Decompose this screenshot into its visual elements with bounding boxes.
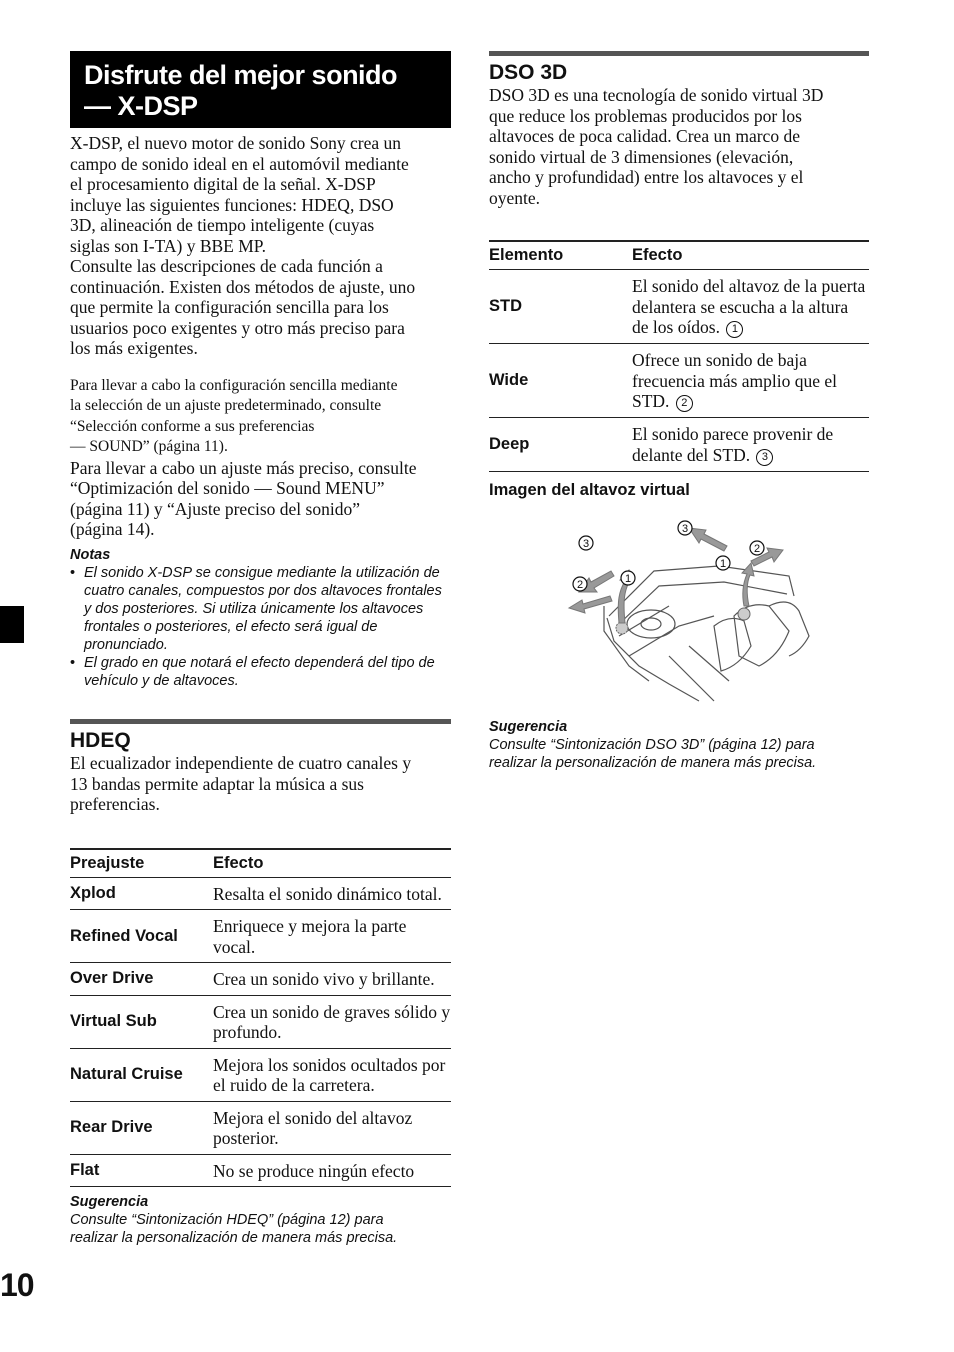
intro-line: usuarios poco exigentes y otro más preciso para — [70, 317, 405, 338]
dso-line: DSO 3D es una tecnología de sonido virtual 3D — [489, 85, 824, 105]
intro-line: 3D, alineación de tiempo inteligente (cuyas — [70, 215, 375, 235]
intro-paragraph — [70, 133, 451, 359]
notes-list — [70, 564, 451, 690]
table-row — [70, 963, 451, 996]
page-title-line1: Disfrute del mejor sonido — [84, 60, 398, 90]
marker-2-right: 2 — [753, 542, 761, 555]
circled-number-2: 2 — [676, 395, 693, 412]
effect-text: El sonido del altavoz de la puerta delantera se escucha a la altura de los oídos. — [632, 276, 866, 337]
table-header-row — [489, 241, 869, 270]
dso-line: sonido virtual de 3 dimensiones (elevación, — [489, 146, 794, 167]
table-row — [70, 1101, 451, 1154]
intro-line: (página 14). — [70, 519, 155, 539]
tip-line: realizar la personalización de manera más precisa. — [70, 1230, 398, 1246]
table-header-row — [70, 849, 451, 878]
hdeq-description — [70, 753, 451, 815]
marker-1-left: 1 — [624, 572, 632, 585]
table-row — [70, 877, 451, 910]
dso-line: oyente. — [489, 187, 541, 208]
tip-line: realizar la personalización de manera más precisa. — [489, 754, 817, 771]
preset-effect: Enriquece y mejora la parte vocal. — [213, 910, 451, 963]
preset-effect: Mejora el sonido del altavoz posterior. — [213, 1101, 451, 1154]
preset-name: Rear Drive — [70, 1101, 213, 1154]
circled-number-3: 3 — [756, 449, 773, 466]
preset-effect: No se produce ningún efecto — [213, 1154, 451, 1187]
table-row — [489, 418, 869, 472]
dso-line: que reduce los problemas producidos por los — [489, 105, 802, 126]
dso-table — [489, 240, 869, 472]
intro-line: continuación. Existen dos métodos de ajuste, uno — [70, 276, 416, 297]
preset-name: Virtual Sub — [70, 995, 213, 1048]
table-row — [70, 995, 451, 1048]
preset-name: Flat — [70, 1154, 213, 1187]
intro-line: Consulte las descripciones de cada función a — [70, 256, 383, 276]
element-effect — [632, 418, 869, 472]
intro-small-line: Para llevar a cabo la configuración sencilla mediante — [70, 376, 398, 394]
table-row — [70, 1048, 451, 1101]
element-effect — [632, 270, 869, 344]
intro-small-paragraph — [70, 376, 451, 458]
table-header: Preajuste — [70, 849, 213, 878]
preset-name: Natural Cruise — [70, 1048, 213, 1101]
element-name: STD — [489, 270, 632, 344]
dso-line: altavoces de poca calidad. Crea un marco de — [489, 126, 800, 146]
page-title-line2: — X-DSP — [84, 91, 198, 121]
hdeq-line: 13 bandas permite adaptar la música a sus — [70, 773, 364, 794]
table-header: Efecto — [632, 241, 869, 270]
dso-line: ancho y profundidad) entre los altavoces y el — [489, 167, 804, 187]
preset-name: Over Drive — [70, 963, 213, 996]
figure-title: Imagen del altavoz virtual — [489, 480, 690, 499]
virtual-speaker-illustration — [489, 506, 869, 706]
dso-heading: DSO 3D — [489, 61, 568, 84]
car-interior-diagram — [489, 506, 869, 706]
preset-name: Refined Vocal — [70, 910, 213, 963]
tip-line: Consulte “Sintonización DSO 3D” (página 12) para — [489, 736, 815, 753]
effect-text: El sonido parece provenir de delante del STD. — [632, 424, 834, 465]
tip-line: Consulte “Sintonización HDEQ” (página 12) para — [70, 1212, 384, 1228]
intro-line: el procesamiento digital de la señal. X-DSP — [70, 174, 376, 194]
hdeq-line: El ecualizador independiente de cuatro canales y — [70, 753, 412, 773]
preset-name: Xplod — [70, 877, 213, 910]
preset-effect: Crea un sonido de graves sólido y profundo. — [213, 995, 451, 1048]
hdeq-heading: HDEQ — [70, 729, 131, 752]
preset-effect: Crea un sonido vivo y brillante. — [213, 963, 451, 996]
intro-small-line: — SOUND” (página 11). — [70, 438, 228, 455]
page-number: 10 — [0, 1267, 34, 1303]
dso-description — [489, 85, 869, 208]
table-row — [489, 344, 869, 418]
marker-3-left: 3 — [582, 537, 590, 550]
intro-small-line: la selección de un ajuste predeterminado, consulte — [70, 397, 382, 414]
intro-line: X-DSP, el nuevo motor de sonido Sony crea un — [70, 133, 402, 153]
intro-line: “Optimización del sonido — Sound MENU” — [70, 478, 385, 498]
preset-effect: Resalta el sonido dinámico total. — [213, 877, 451, 910]
table-row — [489, 270, 869, 344]
table-row — [70, 1154, 451, 1187]
intro-line: los más exigentes. — [70, 338, 198, 358]
intro-paragraph-2 — [70, 458, 451, 540]
intro-line: campo de sonido ideal en el automóvil mediante — [70, 153, 409, 174]
element-name: Deep — [489, 418, 632, 472]
left-column — [70, 133, 451, 1246]
tip-title: Sugerencia — [70, 1194, 149, 1210]
right-column — [489, 51, 869, 772]
section-divider — [70, 719, 451, 724]
intro-line: (página 11) y “Ajuste preciso del sonido” — [70, 498, 360, 519]
intro-line: Para llevar a cabo un ajuste más preciso, consulte — [70, 457, 417, 478]
hdeq-tip — [70, 1193, 451, 1247]
table-row — [70, 910, 451, 963]
section-tab-marker — [0, 606, 24, 643]
intro-line: siglas son I-TA) y BBE MP. — [70, 235, 266, 256]
note-item: • El sonido X-DSP se consigue mediante la utilización de cuatro canales, compuestos por dos altavoces frontales y dos posteriores. Si utiliza únicamente los altavoces frontales o posteriores, el efecto será igual de pronunciado. — [70, 564, 451, 654]
effect-text: Ofrece un sonido de baja frecuencia más amplio que el STD. — [632, 350, 838, 411]
intro-small-line: “Selección conforme a sus preferencias — [70, 417, 315, 435]
notes-block — [70, 546, 451, 690]
intro-line: incluye las siguientes funciones: HDEQ, DSO — [70, 194, 394, 215]
page-title — [70, 51, 451, 128]
marker-2-left: 2 — [576, 578, 584, 591]
circled-number-1: 1 — [726, 321, 743, 338]
marker-1-right: 1 — [719, 557, 727, 570]
dso-tip — [489, 718, 869, 772]
table-header: Elemento — [489, 241, 632, 270]
notes-title: Notas — [70, 546, 111, 563]
table-header: Efecto — [213, 849, 451, 878]
hdeq-section — [70, 719, 451, 1247]
preset-effect: Mejora los sonidos ocultados por el ruido de la carretera. — [213, 1048, 451, 1101]
intro-line: que permite la configuración sencilla para los — [70, 297, 389, 317]
section-divider — [489, 51, 869, 56]
tip-title: Sugerencia — [489, 718, 568, 735]
hdeq-line: preferencias. — [70, 794, 160, 814]
note-item: • El grado en que notará el efecto dependerá del tipo de vehículo y de altavoces. — [70, 654, 451, 690]
marker-3-right: 3 — [681, 522, 689, 535]
element-name: Wide — [489, 344, 632, 418]
element-effect — [632, 344, 869, 418]
hdeq-table — [70, 848, 451, 1188]
